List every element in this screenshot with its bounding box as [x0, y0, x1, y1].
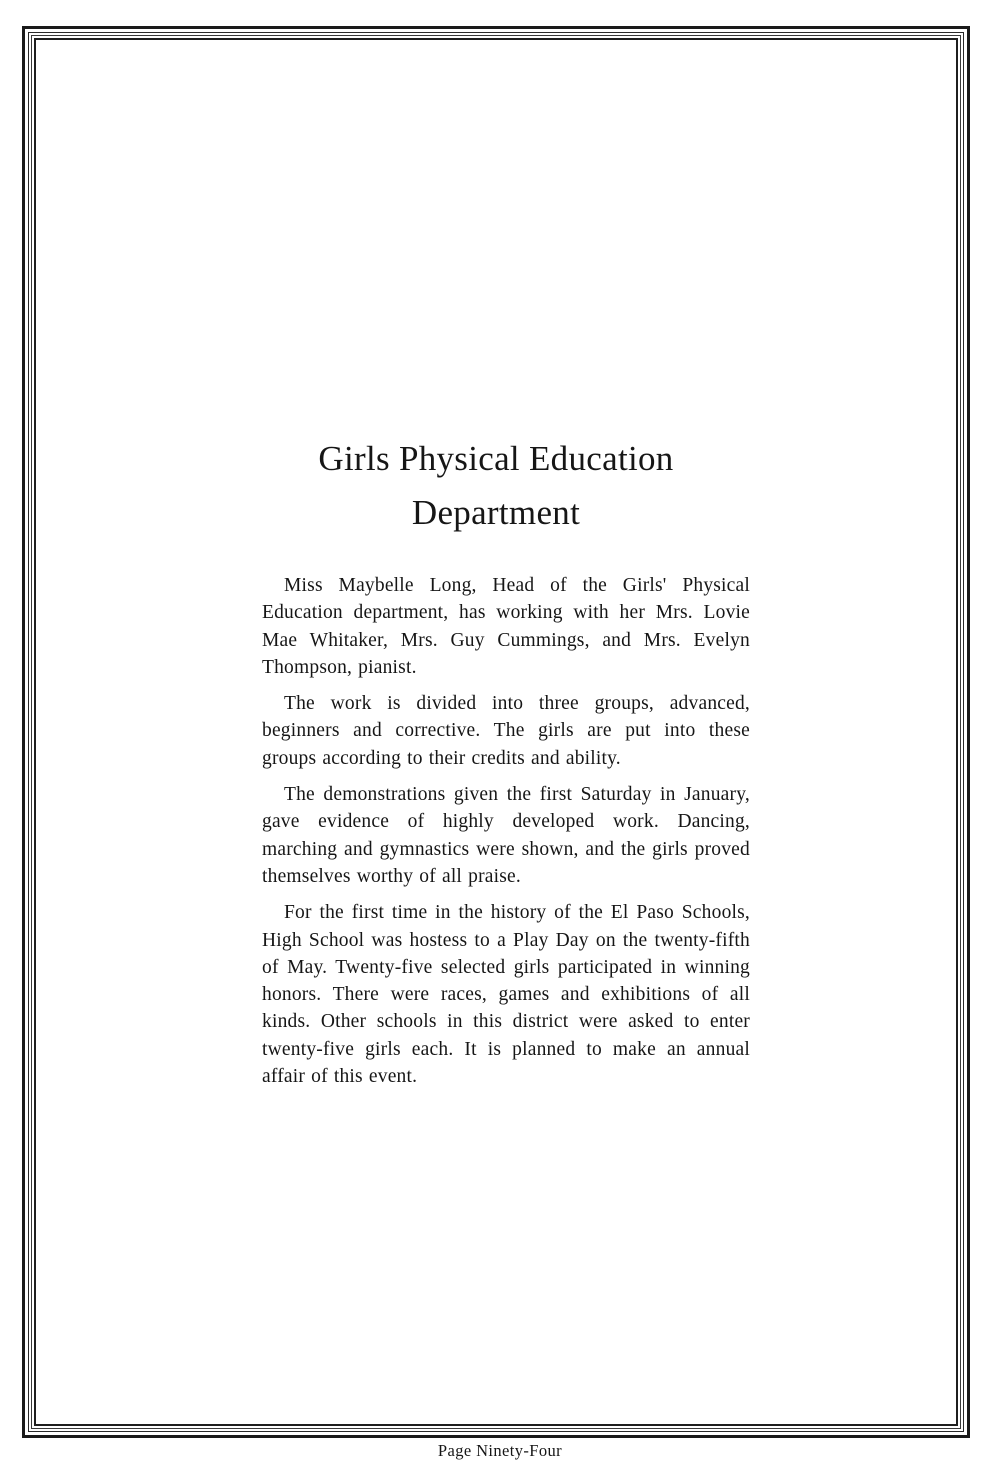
page-content-area	[34, 38, 958, 1426]
paragraph-demonstrations: The demonstrations given the first Saturday in January, gave evidence of highly developed work. Dancing, marching and gymnastics were shown, and the girls proved themselves worthy of all praise.	[262, 784, 750, 887]
paragraph-play-day: For the first time in the history of the El Paso Schools, High School was hostess to a Play Day on the twenty-fifth of May. Twenty-five selected girls participated in winning honors. There were races, games and exhibitions of all kinds. Other schools in this district were asked to enter twenty-five girls each. It is planned to make an annual affair of this event.	[262, 902, 750, 1088]
page-title	[36, 432, 956, 540]
article-body	[262, 572, 750, 1099]
paragraph-staff: Miss Maybelle Long, Head of the Girls' Physical Education department, has working with her Mrs. Lovie Mae Whitaker, Mrs. Guy Cummings, and Mrs. Evelyn Thompson, pianist.	[262, 575, 750, 678]
page-title-line-2: Department	[411, 493, 581, 532]
page-border-inner-2	[31, 35, 961, 1429]
page-border	[22, 26, 970, 1438]
page-number: Page Ninety-Four	[437, 1441, 563, 1460]
page-border-inner	[28, 32, 964, 1432]
paragraph-groups: The work is divided into three groups, advanced, beginners and corrective. The girls are put into these groups according to their credits and ability.	[262, 693, 750, 769]
page-title-line-1: Girls Physical Education	[318, 439, 674, 478]
